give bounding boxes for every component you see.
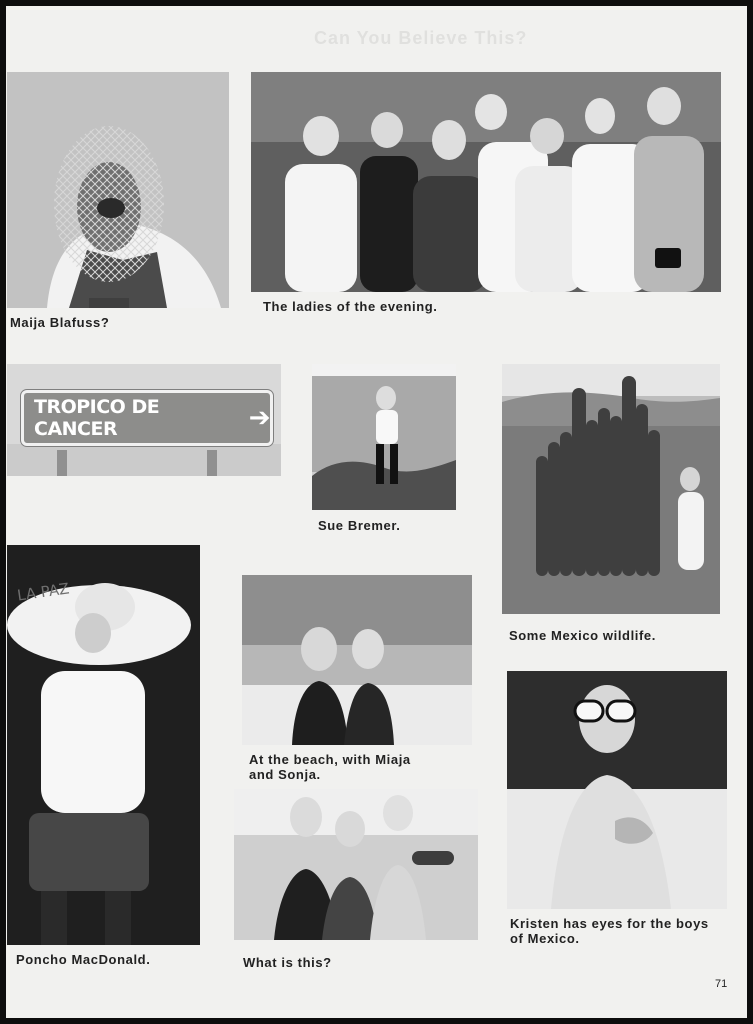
caption-beach-line-2: and Sonja. xyxy=(249,767,321,782)
caption-what: What is this? xyxy=(243,955,332,970)
photo-tropico-sign xyxy=(7,364,281,476)
photo-wildlife xyxy=(502,364,720,614)
arrow-right-icon: ➔ xyxy=(248,403,270,433)
tropico-sign-text: TROPICO DE CANCER xyxy=(34,396,160,440)
caption-sue: Sue Bremer. xyxy=(318,518,401,533)
photo-beach xyxy=(242,575,472,745)
photo-maija xyxy=(7,72,229,308)
page-number: 71 xyxy=(715,978,728,990)
caption-beach-line-1: At the beach, with Miaja xyxy=(249,752,411,767)
photo-poncho-image xyxy=(7,545,200,945)
photo-sue-image xyxy=(312,364,456,510)
photo-sue xyxy=(312,364,456,510)
photo-kristen xyxy=(507,671,727,909)
caption-ladies: The ladies of the evening. xyxy=(263,299,438,314)
photo-kristen-image xyxy=(507,671,727,909)
caption-kristen-line-1: Kristen has eyes for the boys xyxy=(510,916,709,931)
photo-poncho xyxy=(7,545,200,945)
photo-what xyxy=(234,789,478,940)
photo-wildlife-image xyxy=(502,364,720,614)
photo-what-image xyxy=(234,789,478,940)
photo-ladies xyxy=(251,72,721,292)
bleed-through-title: Can You Believe This? xyxy=(314,28,528,48)
photo-maija-image xyxy=(7,72,229,308)
hat-text: LA PAZ xyxy=(16,579,71,605)
caption-maija: Maija Blafuss? xyxy=(10,315,110,330)
tropico-de-cancer-sign xyxy=(21,390,273,446)
caption-wildlife: Some Mexico wildlife. xyxy=(509,628,656,643)
photo-beach-image xyxy=(242,575,472,745)
caption-poncho: Poncho MacDonald. xyxy=(16,952,151,967)
caption-kristen-line-2: of Mexico. xyxy=(510,931,580,946)
photo-ladies-image xyxy=(251,72,721,292)
